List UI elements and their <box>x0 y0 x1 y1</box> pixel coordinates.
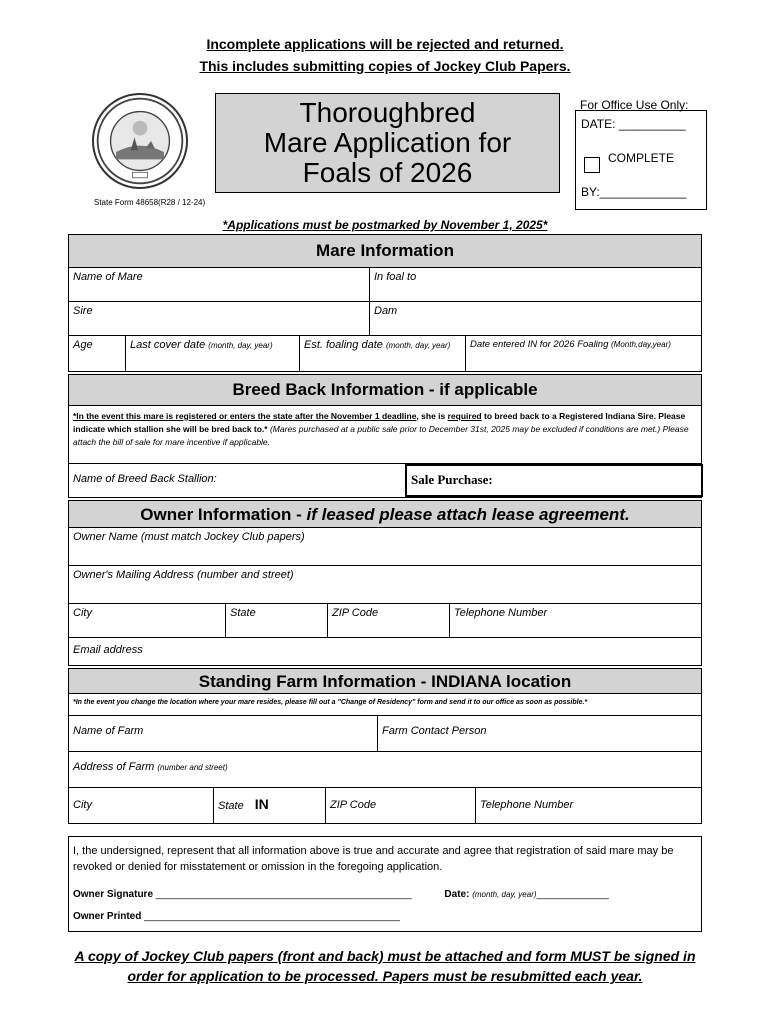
breedback-note-required: required <box>447 411 482 421</box>
farm-phone-label: Telephone Number <box>480 799 574 811</box>
title-line-2: Mare Application for <box>263 127 512 158</box>
date-entered-field[interactable] <box>465 336 701 371</box>
owner-name-row <box>68 528 702 566</box>
in-foal-label: In foal to <box>374 271 417 283</box>
farm-address-note: (number and street) <box>157 763 228 772</box>
dates-row <box>68 336 702 372</box>
owner-name-label: Owner Name (must match Jockey Club papers) <box>73 531 305 543</box>
postmark-notice: *Applications must be postmarked by November 1, 2025* <box>222 218 548 232</box>
breedback-note-deadline: *In the event this mare is registered or enters the state after the November 1 deadline <box>73 411 417 421</box>
dam-field[interactable] <box>369 302 701 335</box>
sire-field[interactable] <box>69 302 369 335</box>
signature-line[interactable] <box>73 887 697 903</box>
age-field[interactable] <box>69 336 125 371</box>
warning-line-1: Incomplete applications will be rejected and returned. <box>206 36 564 52</box>
owner-city-label: City <box>73 607 92 619</box>
farm-state-value: IN <box>254 796 269 812</box>
owner-state-field[interactable] <box>225 604 327 637</box>
mare-name-label: Name of Mare <box>73 271 143 283</box>
owner-email-row <box>68 638 702 666</box>
owner-address-row <box>68 566 702 604</box>
office-use-heading: For Office Use Only: <box>580 98 689 112</box>
farm-address-label: Address of Farm <box>73 761 155 773</box>
mare-name-row <box>68 268 702 302</box>
footer-notice <box>0 946 770 986</box>
owner-city-field[interactable] <box>69 604 225 637</box>
mare-info-heading: Mare Information <box>68 234 702 268</box>
breedback-stallion-label: Name of Breed Back Stallion: <box>73 473 217 485</box>
date-entered-note: (Month,day,year) <box>611 340 671 349</box>
sire-dam-row <box>68 302 702 336</box>
breedback-note-italic: (Mares purchased at a public sale prior to December 31st, 2025 may be excluded if conditions are met.) Please attach the bill of sale for mare incentive if applicable. <box>73 424 689 447</box>
printed-name-line[interactable] <box>73 909 697 925</box>
farm-name-row <box>68 716 702 752</box>
in-foal-field[interactable] <box>369 268 701 301</box>
office-use-box <box>575 110 707 210</box>
farm-zip-label: ZIP Code <box>330 799 377 811</box>
owner-zip-label: ZIP Code <box>332 607 379 619</box>
signature-date-blank: _____________ <box>536 889 609 900</box>
farm-name-label: Name of Farm <box>73 725 144 737</box>
farm-contact-field[interactable] <box>377 716 701 751</box>
farm-state-label: State <box>218 800 244 813</box>
complete-label: COMPLETE <box>608 151 675 165</box>
breedback-heading: Breed Back Information - if applicable <box>68 374 702 406</box>
breedback-row <box>68 464 702 498</box>
last-cover-note: (month, day, year) <box>208 341 273 350</box>
owner-address-label: Owner's Mailing Address (number and street) <box>73 569 294 581</box>
owner-email-field[interactable] <box>69 638 701 665</box>
farm-phone-field[interactable] <box>475 788 701 823</box>
farm-note: *In the event you change the location where your mare resides, please fill out a "Change of Residency" form and send it to our office as soon as possible.* <box>68 694 702 716</box>
mare-name-field[interactable] <box>69 268 369 301</box>
state-seal-icon <box>92 93 188 189</box>
sire-label: Sire <box>73 305 93 317</box>
dam-label: Dam <box>374 305 398 317</box>
farm-contact-label: Farm Contact Person <box>382 725 487 737</box>
sale-purchase-label: Sale Purchase: <box>411 472 493 487</box>
owner-address-field[interactable] <box>69 566 701 603</box>
warning-line-2: This includes submitting copies of Jockey Club Papers. <box>199 58 571 74</box>
breedback-note-part: , she is <box>416 411 448 421</box>
farm-state-field[interactable] <box>213 788 325 823</box>
signature-date-label: Date: <box>444 889 470 900</box>
signature-date-note: (month, day, year) <box>472 890 537 899</box>
title-line-3: Foals of 2026 <box>302 157 473 188</box>
declaration-text: I, the undersigned, represent that all information above is true and accurate and agree that registration of said mare may be revoked or denied for misstatement or omission in the foregoing application. <box>73 845 674 873</box>
farm-city-label: City <box>73 799 92 811</box>
farm-info-heading: Standing Farm Information - INDIANA location <box>68 668 702 694</box>
breedback-stallion-field[interactable] <box>69 464 405 497</box>
form-number: State Form 48658(R28 / 12-24) <box>94 198 206 207</box>
sale-purchase-field[interactable] <box>405 464 703 497</box>
farm-city-row <box>68 788 702 824</box>
footer-line-2: order for application to be processed. Papers must be resubmitted each year. <box>127 968 643 984</box>
owner-phone-field[interactable] <box>449 604 701 637</box>
est-foaling-note: (month, day, year) <box>385 341 451 350</box>
footer-line-1: A copy of Jockey Club papers (front and back) must be attached and form MUST be signed in <box>74 948 696 964</box>
printed-name-blank: ______________________________________________ <box>141 911 400 922</box>
last-cover-label: Last cover date <box>130 339 206 351</box>
signature-label: Owner Signature <box>73 889 154 900</box>
est-foaling-field[interactable] <box>299 336 465 371</box>
owner-info-heading <box>68 500 702 528</box>
owner-heading-italic: if leased please attach lease agreement. <box>306 505 630 524</box>
est-foaling-label: Est. foaling date <box>304 339 383 351</box>
owner-state-label: State <box>230 607 256 619</box>
owner-city-row <box>68 604 702 638</box>
owner-name-field[interactable] <box>69 528 701 565</box>
office-by: BY:_____________ <box>581 185 687 199</box>
farm-name-field[interactable] <box>69 716 377 751</box>
declaration-box <box>68 836 702 932</box>
office-date: DATE: __________ <box>581 117 686 131</box>
farm-address-field[interactable] <box>69 752 701 787</box>
last-cover-field[interactable] <box>125 336 299 371</box>
printed-name-label: Owner Printed <box>73 911 142 922</box>
breedback-note <box>68 406 702 464</box>
title-line-1: Thoroughbred <box>299 97 476 128</box>
age-label: Age <box>73 339 93 351</box>
owner-zip-field[interactable] <box>327 604 449 637</box>
signature-blank: ______________________________________________ <box>153 889 412 900</box>
form-title <box>215 93 560 193</box>
complete-checkbox[interactable] <box>584 157 600 173</box>
date-entered-label: Date entered IN for 2026 Foaling <box>470 339 609 350</box>
breedback-note-instruction: to breed back to a Registered Indiana Sire. Please indicate which stallion she will be bred back to.* <box>73 411 686 434</box>
owner-heading-plain: Owner Information - <box>140 505 307 524</box>
owner-phone-label: Telephone Number <box>454 607 548 619</box>
farm-zip-field[interactable] <box>325 788 475 823</box>
farm-city-field[interactable] <box>69 788 213 823</box>
farm-address-row <box>68 752 702 788</box>
owner-email-label: Email address <box>73 644 143 656</box>
